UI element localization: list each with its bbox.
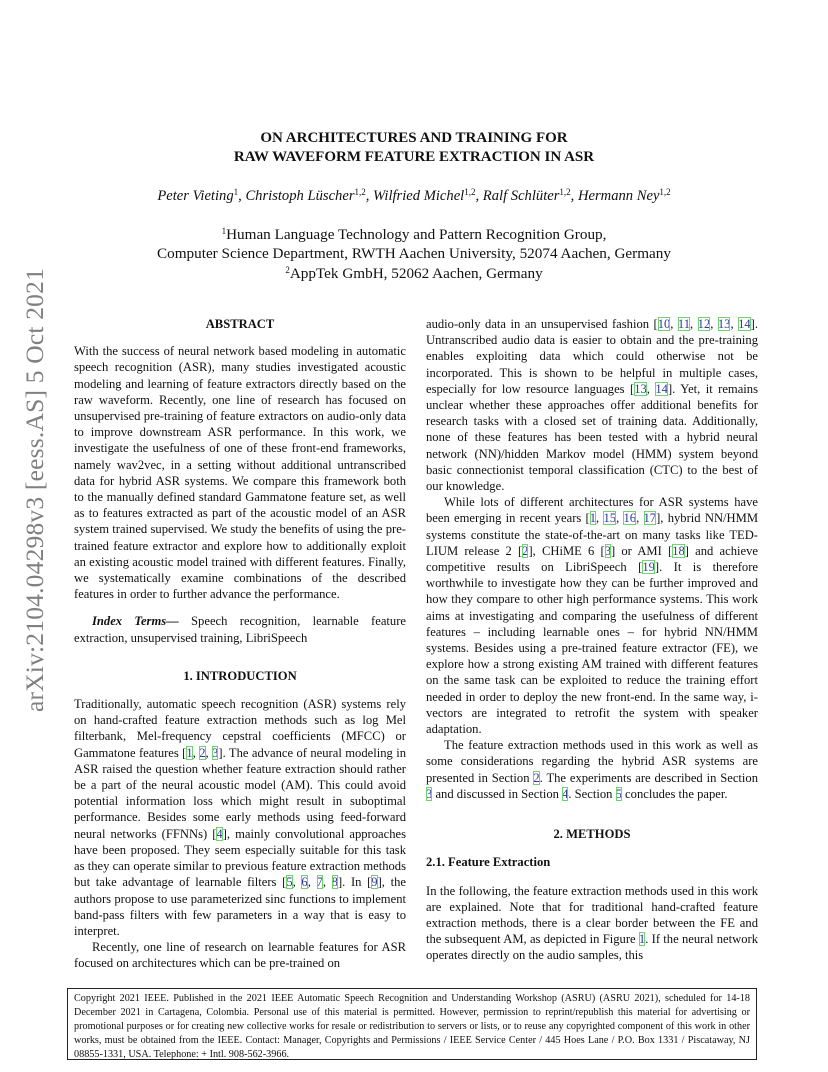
title-line-1: ON ARCHITECTURES AND TRAINING FOR [260, 130, 568, 146]
citation-link[interactable]: 3 [212, 745, 219, 760]
citation-link[interactable]: 13 [634, 381, 647, 396]
section-link[interactable]: 2 [533, 770, 540, 785]
intro-paragraph-2: Recently, one line of research on learnable features for ASR focused on architectures which can be pre-trained on [74, 940, 406, 971]
author-list [0, 186, 828, 206]
figure-link[interactable]: 1 [638, 932, 646, 947]
introduction-heading: 1. INTRODUCTION [183, 668, 297, 683]
citation-link[interactable]: 14 [738, 317, 751, 331]
methods-paragraph-1: In the following, the feature extraction methods used in this work are explained. Note that for traditional hand-crafted feature extraction methods, there is a clear border between the FE and the subsequent AM, as depicted in Figure 1. If the neural network operates directly on the audio samples, this [426, 883, 758, 963]
title-line-2: RAW WAVEFORM FEATURE EXTRACTION IN ASR [233, 149, 595, 165]
arxiv-identifier [20, 267, 50, 713]
abstract-heading: ABSTRACT [205, 317, 275, 331]
index-terms-text: Speech recognition, learnable feature extraction, unsupervised training, LibriSpeech [74, 614, 406, 645]
affiliation-1-line-2: Computer Science Department, RWTH Aachen University, 52074 Aachen, Germany [157, 245, 671, 263]
author: Hermann Ney$^{1,2}$ [577, 187, 671, 204]
section-link[interactable]: 3 [426, 786, 433, 801]
left-column [74, 316, 406, 972]
citation-link[interactable]: 8 [331, 875, 338, 890]
citation-link[interactable]: 2 [522, 543, 529, 558]
citation-link[interactable]: 12 [697, 317, 711, 331]
citation-link[interactable]: 13 [717, 317, 731, 331]
citation-link[interactable]: 15 [603, 511, 617, 526]
arxiv-id-text: arXiv:2104.04298v3 [eess.AS] 5 Oct 2021 [20, 267, 49, 713]
citation-link[interactable]: 19 [642, 560, 655, 575]
citation-link[interactable]: 11 [677, 317, 691, 331]
author: Christoph Lüscher$^{1,2}$, [245, 187, 374, 204]
citation-link[interactable]: 1 [589, 511, 597, 526]
methods-heading: 2. METHODS [553, 827, 631, 842]
right-column [426, 316, 758, 964]
citation-link[interactable]: 17 [643, 511, 657, 526]
section-link[interactable]: 5 [615, 786, 622, 801]
intro-paragraph-2-cont: audio-only data in an unsupervised fashion [10, 11, 12, 13, 14]. Untranscribed audio data is easier to obtain and the pre-training enables exploiting data which could otherwise not be incorporated. This is shown to be helpful in multiple cases, especially for low resource languages [13, 14]. Yet, it remains unclear whether these approaches offer additional benefits for research tasks with a closed set of training data. Additionally, none of these features has been tested with a hybrid neural network (NN)/hidden Markov model (HMM) system beyond basic connectionist temporal classification (CTC) to the best of our knowledge. [426, 317, 758, 494]
intro-paragraph-4: The feature extraction methods used in this work as well as some considerations regarding the hybrid ASR systems are presented in Section 2. The experiments are described in Section 3 and discussed in Section 4. Section 5 concludes the paper. [426, 738, 758, 801]
author: Ralf Schlüter$^{1,2}$, [482, 187, 578, 204]
copyright-notice: Copyright 2021 IEEE. Published in the 2021 IEEE Automatic Speech Recognition and Understanding Workshop (ASRU) (ASRU 2021), scheduled for 14-18 December 2021 in Cartagena, Colombia. Personal use of this material is permitted. However, permission to reprint/republish this material for advertising or promotional purposes or for creating new collective works for resale or redistribution to servers or lists, or to reuse any copyrighted component of this work in other works, must be obtained from the IEEE. Contact: Manager, Copyrights and Permissions / IEEE Service Center / 445 Hoes Lane / P.O. Box 1331 / Piscataway, NJ 08855-1331, USA. Telephone: + Intl. 908-562-3966. [67, 988, 757, 1060]
citation-link[interactable]: 14 [655, 381, 668, 396]
citation-link[interactable]: 5 [286, 875, 293, 890]
citation-link[interactable]: 7 [316, 875, 323, 890]
intro-paragraph-1: Traditionally, automatic speech recognition (ASR) systems rely on hand-crafted feature extraction methods such as log Mel filterbank, Mel-frequency cepstral coefficients (MFCC) or Gammatone features [1, 2, 3]. The advance of neural modeling in ASR raised the question whether feature extraction should rather be a part of the neural acoustic model (AM). This could avoid potential information loss which might result in suboptimal performance. Besides some early methods using feed-forward neural networks (FFNNs) [4], mainly convolutional approaches have been proposed. They seem especially suitable for this task as they can operate similar to previous feature extraction methods but take advantage of learnable filters [5, 6, 7, 8]. In [9], the authors propose to use parameterized sinc functions to implement band-pass filters with few parameters in a way that is easy to interpret. [74, 697, 406, 938]
author: Peter Vieting$^1$, [157, 187, 246, 204]
citation-link[interactable]: 1 [186, 745, 193, 760]
citation-link[interactable]: 6 [301, 875, 308, 890]
citation-link[interactable]: 16 [623, 511, 637, 526]
section-link[interactable]: 4 [562, 786, 569, 801]
citation-link[interactable]: 9 [371, 875, 378, 890]
paper-title [0, 129, 828, 167]
feature-extraction-subheading: 2.1. Feature Extraction [426, 855, 551, 870]
author: Wilfried Michel$^{1,2}$, [373, 187, 483, 204]
abstract-text: With the success of neural network based modeling in automatic speech recognition (ASR), many studies investigated acoustic modeling and learning of feature extractors directly based on the raw waveform. Recently, one line of research has focused on unsupervised pre-training of feature extractors on audio-only data to improve downstream ASR performance. In this work, we investigate the usefulness of one of these front-end frameworks, namely wav2vec, in a setting without additional untranscribed data for hybrid ASR systems. We compare this framework both to the manually defined standard Gammatone feature set, as well as to features extracted as part of the acoustic model of an ASR system trained supervised. We study the benefits of using the pre-trained feature extractor and explore how to additionally exploit an existing acoustic model trained with different features. Finally, we systematically examine combinations of the described features in order to further advance the performance. [74, 344, 406, 602]
intro-paragraph-3: While lots of different architectures for ASR systems have been emerging in recent years [1, 15, 16, 17], hybrid NN/HMM systems constitute the state-of-the-art on many tasks like TED-LIUM release 2 [2], CHiME 6 [3] or AMI [18] and achieve competitive results on LibriSpeech [19]. It is therefore worthwhile to investigate how they can be further improved and how they compare to other high performance systems. This work aims at investigating and comparing the usefulness of different features – including learnable ones – for hybrid NN/HMM systems. Besides using a pre-trained feature extractor (FE), we explore how a strong existing AM trained with different features on the same task can be exploited to reduce the training effort needed in order to deploy the new front-end. In the same way, i-vectors are integrated to retrofit the system with speaker adaptation. [426, 495, 759, 737]
affiliations [0, 225, 828, 283]
citation-link[interactable]: 10 [657, 317, 671, 331]
index-terms [74, 613, 406, 645]
citation-link[interactable]: 2 [199, 745, 206, 760]
affiliation-2: $^2$AppTek GmbH, 52062 Aachen, Germany [285, 264, 543, 282]
citation-link[interactable]: 18 [672, 543, 685, 558]
citation-link[interactable]: 4 [216, 826, 223, 841]
affiliation-1-line-1: $^1$Human Language Technology and Pattern Recognition Group, [221, 226, 607, 243]
citation-link[interactable]: 3 [604, 543, 611, 558]
index-terms-label: Index Terms— [92, 614, 179, 629]
